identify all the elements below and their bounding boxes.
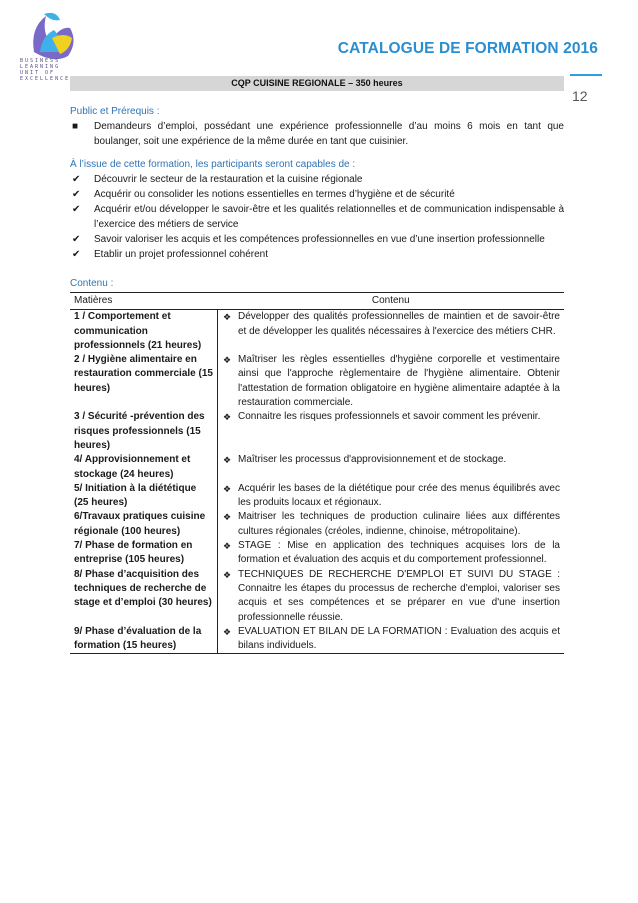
diamond-bullet-icon: ❖ xyxy=(223,626,232,637)
course-content xyxy=(70,104,564,654)
checkmark-icon: ✔ xyxy=(72,174,81,185)
table-row xyxy=(70,510,564,539)
page-number: 12 xyxy=(572,88,588,104)
logo-tagline: BUSINESS LEARNING UNIT OF EXCELLENCE xyxy=(20,58,71,82)
list-item: ✔ Acquérir ou consolider les notions essentielles en termes d’hygiène et de sécurité xyxy=(72,189,455,200)
diamond-bullet-icon: ❖ xyxy=(223,483,232,494)
diamond-bullet-icon: ❖ xyxy=(223,541,232,552)
checkmark-icon: ✔ xyxy=(72,189,81,200)
module-title: 1 / Comportement et communication professionnels (21 heures) xyxy=(70,310,218,353)
module-content: ❖ STAGE : Mise en application des techniques acquises lors de la formation et évaluation des acquis et du comportement professionnel. xyxy=(223,540,560,566)
module-title: 5/ Initiation à la diététique (25 heures) xyxy=(70,482,218,511)
module-content: ❖ Maîtriser les règles essentielles d'hygiène corporelle et vestimentaire ainsi que l'approche règlementaire de l'hygiène alimentaire. Obtenir l'attestation de formation obligatoire en hygiène alimentaire adaptée à la restauration commerciale. xyxy=(223,354,560,409)
module-title: 9/ Phase d’évaluation de la formation (15 heures) xyxy=(70,625,218,654)
module-title: 4/ Approvisionnement et stockage (24 heures) xyxy=(70,453,218,482)
list-item: ✔ Etablir un projet professionnel cohérent xyxy=(72,249,268,260)
table-row xyxy=(70,410,564,453)
diamond-bullet-icon: ❖ xyxy=(223,412,232,423)
diamond-bullet-icon: ❖ xyxy=(223,512,232,523)
catalogue-title: CATALOGUE DE FORMATION 2016 xyxy=(337,40,598,57)
module-title: 6/Travaux pratiques cuisine régionale (100 heures) xyxy=(70,510,218,539)
list-item: ✔ Acquérir et/ou développer le savoir-être et les qualités relationnelles et de communication indispensable à l’exercice des métiers de service xyxy=(72,204,564,230)
column-header-matieres: Matières xyxy=(70,293,218,310)
square-bullet-icon: ■ xyxy=(72,121,79,132)
table-row xyxy=(70,353,564,410)
course-banner: CQP CUISINE REGIONALE – 350 heures xyxy=(70,76,564,91)
list-item: ✔ Savoir valoriser les acquis et les compétences professionnelles en vue d’une insertion professionnelle xyxy=(72,234,545,245)
header-rule xyxy=(570,74,602,76)
table-row xyxy=(70,310,564,353)
diamond-bullet-icon: ❖ xyxy=(223,355,232,366)
diamond-bullet-icon: ❖ xyxy=(223,312,232,323)
module-content: ❖ Acquérir les bases de la diététique pour crée des menus équilibrés avec les produits locaux et régionaux. xyxy=(223,482,560,509)
list-item: ✔ Découvrir le secteur de la restauration et la cuisine régionale xyxy=(72,174,363,185)
module-title: 2 / Hygiène alimentaire en restauration commerciale (15 heures) xyxy=(70,353,218,410)
checkmark-icon: ✔ xyxy=(72,204,81,215)
module-content: ❖ Développer des qualités professionnelles de maintien et de savoir-être et de développer les qualités nécessaires à l'exercice des métiers CHR. xyxy=(223,311,560,337)
module-content: ❖ Maîtriser les processus d'approvisionnement et de stockage. xyxy=(218,453,565,482)
list-item: ■ Demandeurs d’emploi, possédant une expérience professionnelle d’au moins 6 mois en tant que boulanger, soit une expérience de la même durée en tant que cuisinier. xyxy=(72,121,564,147)
program-table xyxy=(70,292,564,654)
module-content: ❖ TECHNIQUES DE RECHERCHE D'EMPLOI ET SUIVI DU STAGE : Connaitre les étapes du processus de recherche d'emploi, valoriser ses acquis et ses compétences et se préparer en vue d'une insertion professionnelle réussie. xyxy=(223,568,560,623)
public-list xyxy=(70,119,564,149)
module-content: ❖ Maitriser les techniques de production culinaire liées aux différentes cultures régionales (créoles, indienne, chinoise, métropolitaine). xyxy=(223,511,560,537)
public-label: Public et Prérequis : xyxy=(70,106,160,117)
objectives-label: À l’issue de cette formation, les participants seront capables de : xyxy=(70,159,356,170)
column-header-contenu: Contenu xyxy=(218,293,565,310)
checkmark-icon: ✔ xyxy=(72,234,81,245)
objectives-list xyxy=(70,172,564,262)
table-row xyxy=(70,482,564,511)
module-title: 8/ Phase d’acquisition des techniques de recherche de stage et d’emploi (30 heures) xyxy=(70,568,218,625)
diamond-bullet-icon: ❖ xyxy=(223,455,232,466)
table-row xyxy=(70,539,564,568)
checkmark-icon: ✔ xyxy=(72,249,81,260)
module-content: ❖ Connaitre les risques professionnels et savoir comment les prévenir. xyxy=(218,410,565,453)
table-row xyxy=(70,625,564,654)
module-title: 3 / Sécurité -prévention des risques professionnels (15 heures) xyxy=(70,410,218,453)
content-label: Contenu : xyxy=(70,278,114,289)
module-title: 7/ Phase de formation en entreprise (105 heures) xyxy=(70,539,218,568)
diamond-bullet-icon: ❖ xyxy=(223,569,232,580)
table-row xyxy=(70,453,564,482)
module-content: ❖ EVALUATION ET BILAN DE LA FORMATION : Evaluation des acquis et bilans individuels. xyxy=(218,625,565,654)
table-row xyxy=(70,568,564,625)
